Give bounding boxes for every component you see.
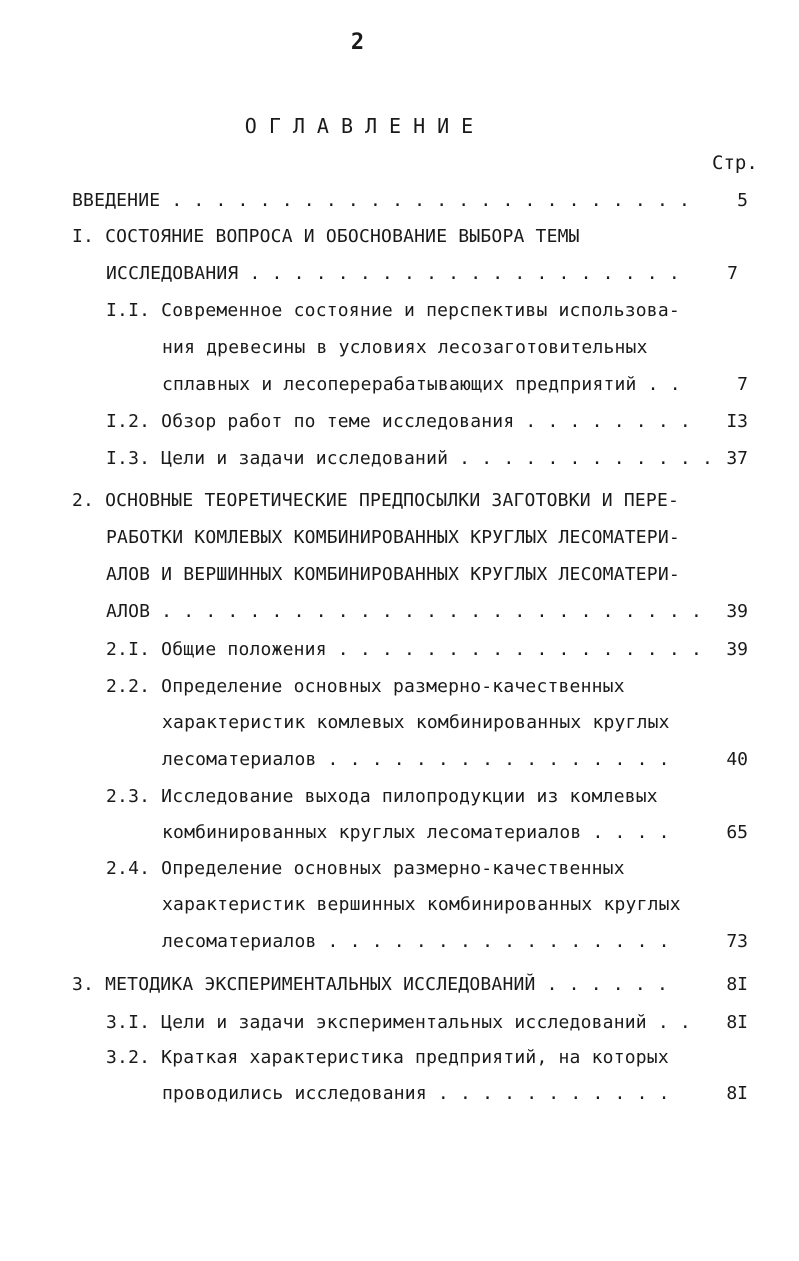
toc-line: I.3. Цели и задачи исследований . . . . . . . . . . . . — [106, 448, 714, 469]
toc-line: 2.4. Определение основных размерно-качественных — [106, 858, 625, 879]
page-column-label: Стр. — [712, 152, 758, 174]
toc-line: ния древесины в условиях лесозаготовительных — [162, 337, 648, 358]
toc-line: 2.I. Общие положения . . . . . . . . . . . . . . . . . — [106, 639, 702, 660]
toc-line: 2.3. Исследование выхода пилопродукции из комлевых — [106, 786, 658, 807]
toc-page-number: 8I — [726, 974, 748, 995]
page-number: 2 — [350, 30, 365, 55]
toc-page-number: 39 — [726, 639, 748, 660]
toc-page-number: 39 — [726, 601, 748, 622]
toc-line: 3. МЕТОДИКА ЭКСПЕРИМЕНТАЛЬНЫХ ИССЛЕДОВАНИЙ . . . . . . — [72, 974, 668, 995]
toc-page-number: 73 — [726, 931, 748, 952]
toc-line: комбинированных круглых лесоматериалов . . . . — [162, 822, 670, 843]
toc-line: лесоматериалов . . . . . . . . . . . . . . . . — [162, 749, 670, 770]
toc-page-number: 7 — [737, 374, 748, 395]
toc-line: I.I. Современное состояние и перспективы использова- — [106, 300, 680, 321]
toc-page-number: I3 — [726, 411, 748, 432]
toc-line: 2. ОСНОВНЫЕ ТЕОРЕТИЧЕСКИЕ ПРЕДПОСЫЛКИ ЗАГОТОВКИ И ПЕРЕ- — [72, 490, 680, 511]
toc-line: I. СОСТОЯНИЕ ВОПРОСА И ОБОСНОВАНИЕ ВЫБОРА ТЕМЫ — [72, 226, 580, 247]
toc-line: АЛОВ И ВЕРШИННЫХ КОМБИНИРОВАННЫХ КРУГЛЫХ ЛЕСОМАТЕРИ- — [106, 564, 680, 585]
toc-line: проводились исследования . . . . . . . . . . . — [162, 1083, 670, 1104]
toc-line: АЛОВ . . . . . . . . . . . . . . . . . . . . . . . . . — [106, 601, 702, 622]
toc-line: характеристик комлевых комбинированных круглых — [162, 712, 670, 733]
toc-page-number: 37 — [726, 448, 748, 469]
toc-line: ИССЛЕДОВАНИЯ . . . . . . . . . . . . . . . . . . . . — [106, 263, 680, 284]
toc-line: ВВЕДЕНИЕ . . . . . . . . . . . . . . . . . . . . . . . . — [72, 190, 691, 211]
toc-page-number: 5 — [737, 190, 748, 211]
toc-line: сплавных и лесоперерабатывающих предприятий . . — [162, 374, 681, 395]
toc-page-number: 40 — [726, 749, 748, 770]
toc-page-number: 7 — [727, 263, 738, 284]
toc-page-number: 8I — [726, 1083, 748, 1104]
toc-page-number: 8I — [726, 1012, 748, 1033]
toc-line: характеристик вершинных комбинированных круглых — [162, 894, 681, 915]
toc-line: 2.2. Определение основных размерно-качественных — [106, 676, 625, 697]
toc-line: лесоматериалов . . . . . . . . . . . . . . . . — [162, 931, 670, 952]
toc-line: 3.I. Цели и задачи экспериментальных исследований . . — [106, 1012, 691, 1033]
toc-line: I.2. Обзор работ по теме исследования . . . . . . . . — [106, 411, 691, 432]
toc-page-number: 65 — [726, 822, 748, 843]
toc-line: РАБОТКИ КОМЛЕВЫХ КОМБИНИРОВАННЫХ КРУГЛЫХ ЛЕСОМАТЕРИ- — [106, 527, 680, 548]
toc-line: 3.2. Краткая характеристика предприятий, на которых — [106, 1047, 669, 1068]
toc-title: ОГЛАВЛЕНИЕ — [244, 114, 486, 138]
